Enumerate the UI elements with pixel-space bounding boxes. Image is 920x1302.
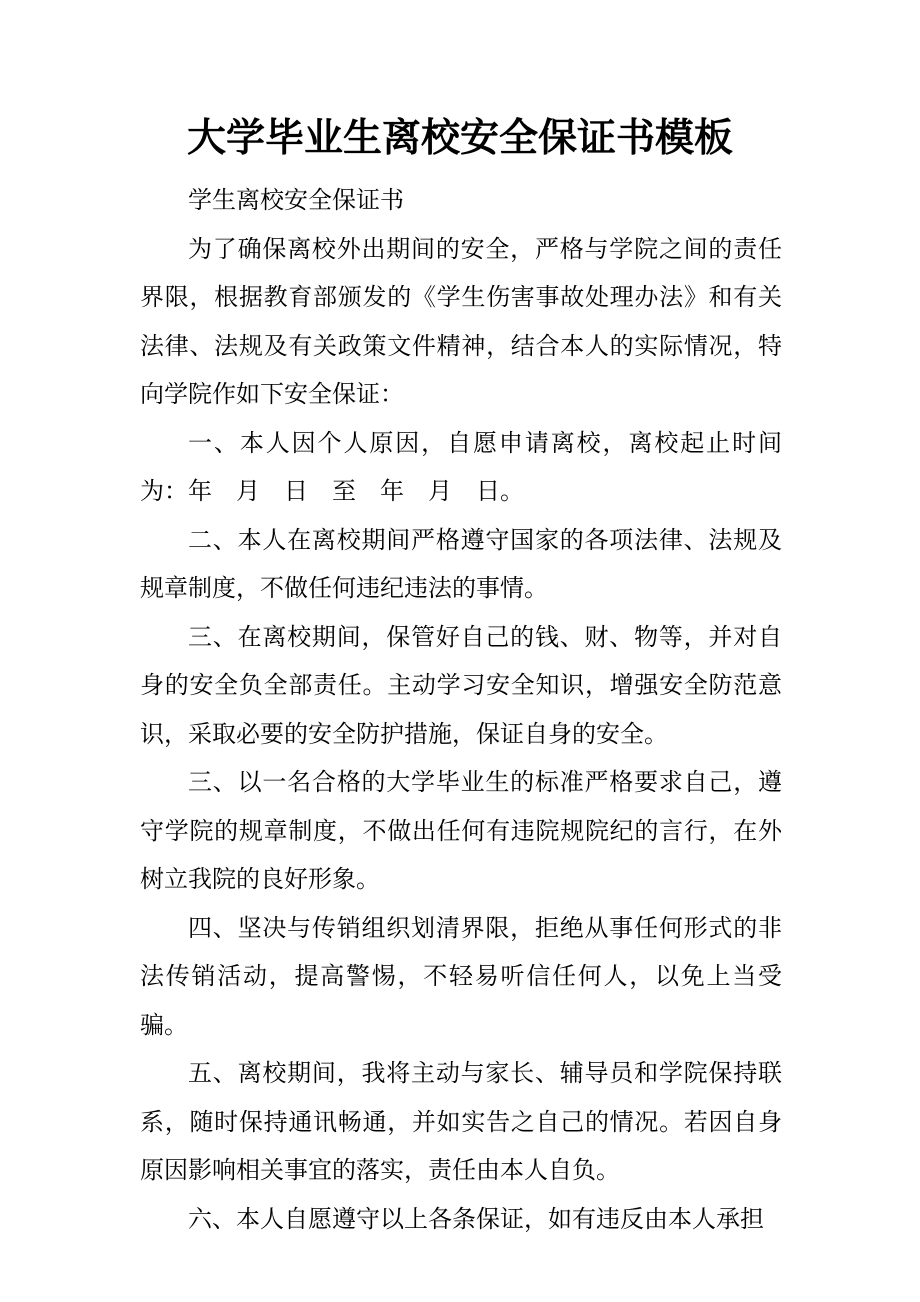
item-paragraph-4: 三、以一名合格的大学毕业生的标准严格要求自己，遵守学院的规章制度，不做出任何有违院规院纪的言行，在外树立我院的良好形象。 <box>140 768 782 893</box>
item-paragraph-2: 二、本人在离校期间严格遵守国家的各项法律、法规及规章制度，不做任何违纪违法的事情。 <box>140 525 782 602</box>
item-paragraph-5: 四、坚决与传销组织划清界限，拒绝从事任何形式的非法传销活动，提高警惕，不轻易听信任何人，以免上当受骗。 <box>140 913 782 1039</box>
intro-paragraph: 为了确保离校外出期间的安全，严格与学院之间的责任界限，根据教育部颁发的《学生伤害事故处理办法》和有关法律、法规及有关政策文件精神，结合本人的实际情况，特向学院作如下安全保证： <box>140 234 782 408</box>
subtitle: 学生离校安全保证书 <box>188 186 404 214</box>
document-body <box>140 176 782 1243</box>
document-title: 大学毕业生离校安全保证书模板 <box>186 115 733 161</box>
item-paragraph-3: 三、在离校期间，保管好自己的钱、财、物等，并对自身的安全负全部责任。主动学习安全知识，增强安全防范意识，采取必要的安全防护措施，保证自身的安全。 <box>140 622 782 748</box>
item-paragraph-6: 五、离校期间，我将主动与家长、辅导员和学院保持联系，随时保持通讯畅通，并如实告之自己的情况。若因自身原因影响相关事宜的落实，责任由本人自负。 <box>140 1059 782 1184</box>
item-paragraph-7: 六、本人自愿遵守以上各条保证，如有违反由本人承担 <box>188 1204 764 1233</box>
item-paragraph-1: 一、本人因个人原因，自愿申请离校，离校起止时间为：年 月 日 至 年 月 日。 <box>140 428 782 505</box>
